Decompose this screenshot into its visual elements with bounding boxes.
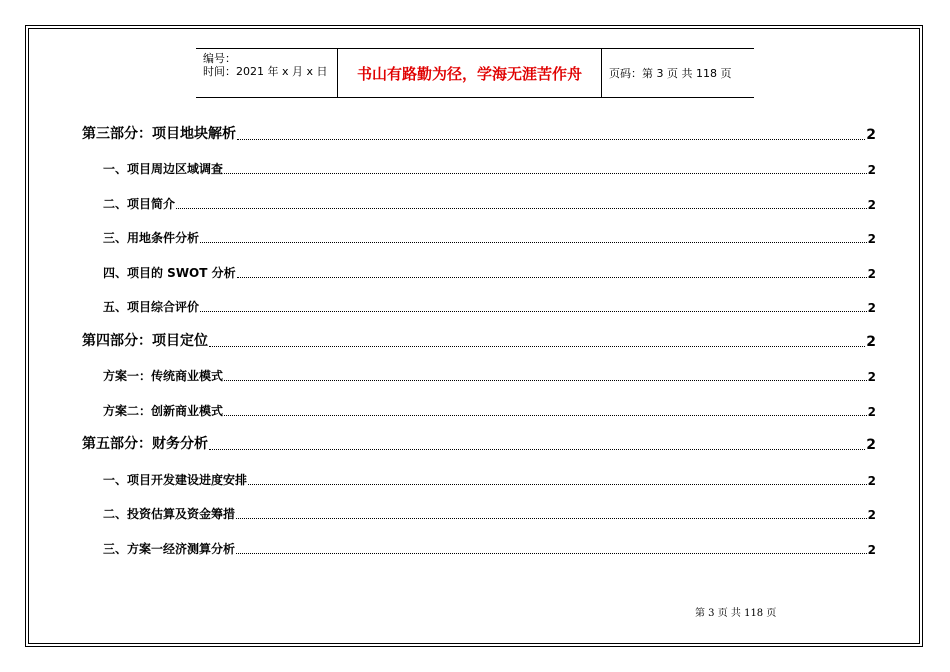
toc-subsection-row[interactable] [82,459,876,494]
toc-entry-title: 一、项目周边区域调查 [103,162,224,176]
toc-subsection-row[interactable] [82,252,876,287]
toc-page-number: 2 [867,473,876,488]
toc-dot-leader [248,484,867,485]
toc-entry-title: 第三部分：项目地块解析 [82,125,236,142]
toc-dot-leader [237,277,867,278]
toc-page-number: 2 [867,508,876,522]
toc-entry-title: 一、项目开发建设进度安排 [103,472,248,487]
toc-subsection-row[interactable] [82,494,876,529]
toc-dot-leader [200,242,867,243]
toc-dot-leader [224,173,867,174]
toc-page-number: 2 [867,232,876,246]
toc-page-number: 2 [867,163,876,177]
toc-entry-title: 五、项目综合评价 [103,300,200,314]
toc-subsection-row[interactable] [82,356,876,391]
toc-entry-title: 方案二：创新商业模式 [103,403,224,418]
document-header [196,48,754,98]
number-label: 编号： [203,52,236,65]
toc-subsection-row[interactable] [82,287,876,322]
toc-entry-title: 第五部分：财务分析 [82,436,208,452]
toc-page-number: 2 [867,404,876,419]
toc-page-number: 2 [867,542,876,557]
toc-dot-leader [236,553,867,554]
toc-section-row[interactable] [82,114,876,149]
header-motto: 书山有路勤为径，学海无涯苦作舟 [338,49,602,97]
footer-page-number: 第 3 页 共 118 页 [695,608,777,619]
toc-subsection-row[interactable] [82,218,876,253]
toc-entry-title: 方案一：传统商业模式 [103,369,224,383]
header-meta [196,49,338,97]
toc-entry-title: 第四部分：项目定位 [82,332,208,349]
toc-page-number: 2 [866,437,876,453]
toc-page-number: 2 [867,266,876,281]
toc-dot-leader [224,415,867,416]
toc-dot-leader [224,380,867,381]
toc-page-number: 2 [867,301,876,315]
toc-dot-leader [209,449,865,450]
toc-entry-title: 二、投资估算及资金筹措 [103,507,236,521]
toc-dot-leader [237,139,865,140]
toc-page-number: 2 [867,370,876,384]
table-of-contents [82,114,876,563]
toc-entry-title: 三、方案一经济测算分析 [103,541,236,556]
time-label: 时间：2021 年 x 月 x 日 [203,65,328,78]
toc-page-number: 2 [866,126,876,143]
toc-page-number: 2 [867,197,876,212]
toc-dot-leader [209,346,865,347]
toc-dot-leader [200,311,867,312]
toc-dot-leader [176,208,867,209]
toc-subsection-row[interactable] [82,528,876,563]
toc-entry-title: 三、用地条件分析 [103,231,200,245]
toc-entry-title: 四、项目的 SWOT 分析 [103,265,236,280]
toc-subsection-row[interactable] [82,149,876,184]
toc-page-number: 2 [866,333,876,350]
header-page-code: 页码：第 3 页 共 118 页 [609,67,732,80]
toc-section-row[interactable] [82,425,876,460]
toc-subsection-row[interactable] [82,390,876,425]
toc-entry-title: 二、项目简介 [103,196,176,211]
toc-dot-leader [236,518,867,519]
toc-subsection-row[interactable] [82,183,876,218]
toc-section-row[interactable] [82,321,876,356]
